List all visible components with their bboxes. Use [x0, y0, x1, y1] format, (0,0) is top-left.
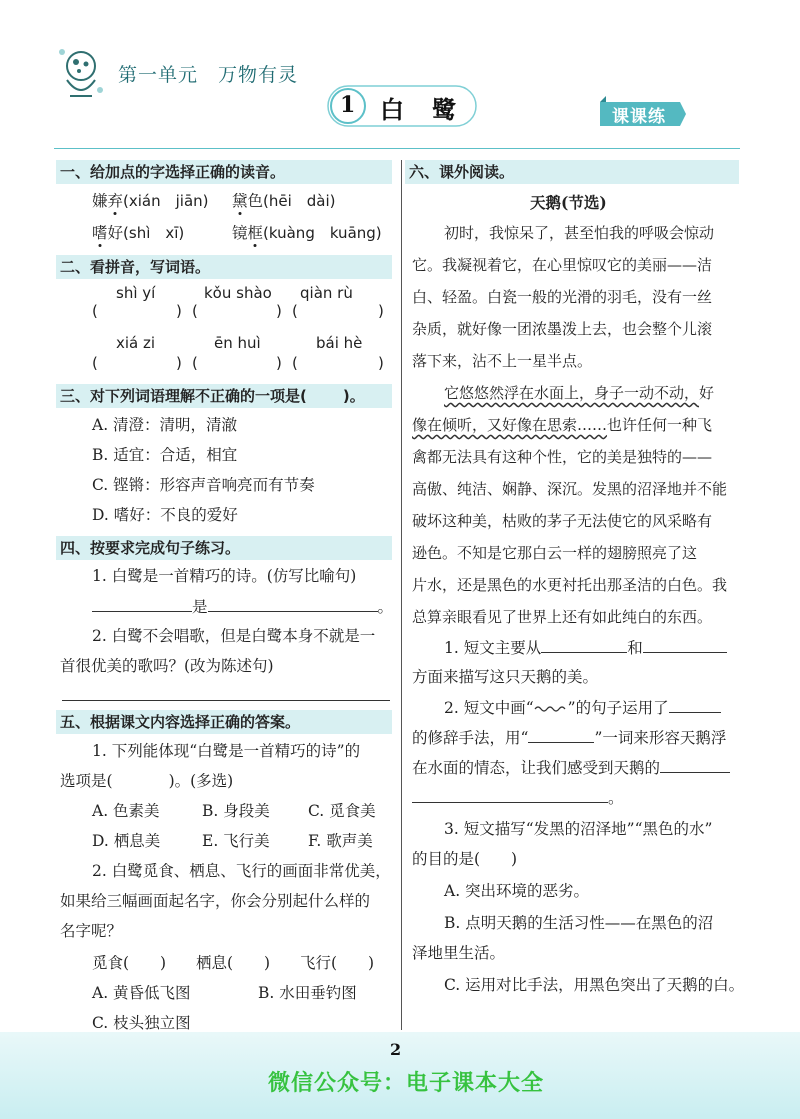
- wavy-underlined-text: 像在倾听，又好像在思索……: [412, 416, 608, 434]
- passage-line: 片水，还是黑色的水更衬托出那圣洁的白色。我: [412, 576, 728, 594]
- lesson-number: 1: [340, 92, 356, 118]
- dotted-char: 嗜: [92, 224, 108, 242]
- q5-2-line1: 2. 白鹭觅食、栖息、飞行的画面非常优美，: [92, 862, 391, 880]
- passage-line: 落下来，沾不上一星半点。: [412, 352, 593, 370]
- section-1-title: 一、给加点的字选择正确的读音。: [56, 160, 392, 184]
- char: 好: [107, 224, 124, 242]
- pinyin-5: ēn huì: [214, 334, 261, 352]
- answer-blank[interactable]: [541, 636, 627, 653]
- option-a: A. 突出环境的恶劣。: [444, 882, 590, 900]
- section-6-title: 六、课外阅读。: [405, 160, 739, 184]
- q-text: ”一词来形容天鹅浮: [594, 729, 727, 747]
- option-b: B. 身段美: [202, 802, 270, 820]
- paren-l: (: [92, 354, 98, 372]
- reading-q3-line1: 3. 短文描写“发黑的沼泽地”“黑色的水”: [444, 820, 713, 838]
- section-3-title-end: )。: [342, 387, 365, 405]
- header-divider: [54, 148, 740, 149]
- option-c: C. 铿锵：形容声音响亮而有节奏: [92, 476, 315, 494]
- sentence-q1-answer: [92, 595, 393, 618]
- watermark: 微信公众号：电子课本大全: [268, 1071, 545, 1096]
- passage-line: 初时，我惊呆了，甚至怕我的呼吸会惊动: [444, 224, 715, 242]
- option-a: A. 黄昏低飞图: [92, 984, 191, 1002]
- passage-line: [412, 414, 712, 435]
- char: 色: [247, 192, 264, 210]
- passage-line: 高傲、纯洁、娴静、深沉。发黑的沼泽地并不能: [412, 480, 728, 498]
- paren-l: (: [292, 354, 298, 372]
- section-3-title-text: 三、对下列词语理解不正确的一项是(: [60, 387, 307, 405]
- q-text: 的修辞手法，用“: [412, 729, 529, 747]
- q-text: 。: [608, 789, 624, 807]
- pronunciation-item-2: [232, 190, 336, 212]
- q-text: 2. 短文中画“: [444, 699, 534, 717]
- pinyin-3: qiàn rù: [300, 284, 353, 302]
- q5-1-line2: [60, 770, 233, 792]
- answer-blank[interactable]: [208, 595, 378, 612]
- passage-line: 白、轻盈。白瓷一般的光滑的羽毛，没有一丝: [412, 288, 713, 306]
- q-text: 1. 短文主要从: [444, 639, 542, 657]
- page-number: 2: [390, 1040, 402, 1059]
- section-5-title: 五、根据课文内容选择正确的答案。: [56, 710, 392, 734]
- q5-2-line2: 如果给三幅画面起名字，你会分别起什么样的: [60, 892, 371, 910]
- paren-r: ): [176, 302, 182, 320]
- answer-line[interactable]: [62, 700, 390, 701]
- paren-r: ): [176, 354, 182, 372]
- q-text: 和: [627, 639, 643, 657]
- passage-text: 好: [699, 384, 715, 402]
- reading-q3-line2: 的目的是( ): [412, 850, 518, 868]
- reading-q2-line2: [412, 726, 726, 749]
- pinyin-1: shì yí: [116, 284, 156, 302]
- option-b: B. 水田垂钓图: [258, 984, 357, 1002]
- lesson-title: 白 鹭: [380, 95, 458, 124]
- practice-tag: 课课练: [612, 107, 666, 127]
- pronunciation-item-3: [92, 222, 184, 244]
- answer-blank[interactable]: [660, 756, 730, 773]
- q5-1-post: )。(多选): [168, 772, 234, 790]
- reading-q1-line2: 方面来描写这只天鹅的美。: [412, 668, 599, 686]
- answer-blank[interactable]: [669, 696, 721, 713]
- passage-line: 它。我凝视着它，在心里惊叹它的美丽——洁: [412, 256, 713, 274]
- reading-q2-line1: [444, 696, 721, 719]
- char: 嫌: [92, 192, 108, 210]
- pinyin-options: (kuàng kuāng): [263, 224, 382, 242]
- passage-line: 杂质，就好像一团浓墨泼上去，也会整个儿滚: [412, 320, 713, 338]
- sentence-q1: 1. 白鹭是一首精巧的诗。(仿写比喻句): [92, 567, 357, 585]
- reading-q2-line4: [412, 786, 624, 809]
- passage-line: 总算亲眼看见了世界上还有如此纯白的东西。: [412, 608, 713, 626]
- answer-blank[interactable]: [92, 595, 192, 612]
- dotted-char: 弃: [107, 192, 124, 210]
- pinyin-options: (hēi dài): [263, 192, 336, 210]
- option-a: A. 清澄：清明，清澈: [92, 416, 238, 434]
- q-text: 在水面的情态，让我们感受到天鹅的: [412, 759, 661, 777]
- option-f: F. 歌声美: [308, 832, 373, 850]
- paren-r: ): [276, 302, 282, 320]
- option-b: B. 点明天鹅的生活习性——在黑色的沼: [444, 914, 714, 932]
- answer-blank[interactable]: [643, 636, 727, 653]
- pinyin-options: (xián jiān): [123, 192, 209, 210]
- answer-mid: 是: [192, 598, 208, 616]
- section-2-title: 二、看拼音，写词语。: [56, 255, 392, 279]
- option-e: E. 飞行美: [202, 832, 270, 850]
- paren-r: ): [276, 354, 282, 372]
- option-c: C. 枝头独立图: [92, 1014, 191, 1032]
- passage-line: 逊色。不知是它那白云一样的翅膀照亮了这: [412, 544, 698, 562]
- option-c: C. 觅食美: [308, 802, 376, 820]
- option-b: B. 适宜：合适，相宜: [92, 446, 238, 464]
- option-d: D. 嗜好：不良的爱好: [92, 506, 238, 524]
- option-d: D. 栖息美: [92, 832, 161, 850]
- section-3-title: [56, 384, 392, 408]
- answer-blank[interactable]: [528, 726, 594, 743]
- wavy-line-icon: [534, 704, 568, 714]
- paren-l: (: [292, 302, 298, 320]
- passage-title: 天鹅(节选): [530, 193, 607, 212]
- column-divider: [401, 160, 402, 1030]
- paren-r: ): [378, 354, 384, 372]
- option-c: C. 运用对比手法，用黑色突出了天鹅的白。: [444, 976, 745, 994]
- passage-text: 也许任何一种飞: [607, 416, 713, 434]
- section-4-title: 四、按要求完成句子练习。: [56, 536, 392, 560]
- pinyin-6: bái hè: [316, 334, 363, 352]
- q5-1-pre: 选项是(: [60, 772, 113, 790]
- pinyin-options: (shì xī): [123, 224, 185, 242]
- unit-title: 第一单元 万物有灵: [118, 64, 299, 86]
- answer-end: 。: [377, 598, 394, 616]
- unit-logo-icon: [52, 40, 110, 106]
- fill-resting: 栖息( ): [196, 954, 271, 972]
- paren-l: (: [92, 302, 98, 320]
- sentence-q2-line2: 首很优美的歌吗？(改为陈述句): [60, 657, 274, 675]
- q-text: ”的句子运用了: [567, 699, 669, 717]
- dotted-char: 黛: [232, 192, 248, 210]
- paren-l: (: [192, 354, 198, 372]
- passage-line: [444, 382, 714, 403]
- reading-q1-line1: [444, 636, 727, 659]
- paren-r: ): [378, 302, 384, 320]
- pronunciation-item-1: [92, 190, 209, 212]
- fill-flying: 飞行( ): [300, 954, 375, 972]
- q5-1-line1: 1. 下列能体现“白鹭是一首精巧的诗”的: [92, 742, 361, 760]
- paren-l: (: [192, 302, 198, 320]
- sentence-q2-line1: 2. 白鹭不会唱歌，但是白鹭本身不就是一: [92, 627, 376, 645]
- pinyin-2: kǒu shào: [204, 284, 272, 302]
- dotted-char: 框: [247, 224, 264, 242]
- q5-2-line3: 名字呢？: [60, 922, 123, 940]
- pronunciation-item-4: [232, 222, 382, 244]
- char: 镜: [232, 224, 248, 242]
- passage-line: 破坏这种美，枯败的茅子无法使它的风采略有: [412, 512, 713, 530]
- pinyin-4: xiá zi: [116, 334, 156, 352]
- passage-line: 禽都无法具有这种个性，它的美是独特的——: [412, 448, 713, 466]
- option-b-cont: 泽地里生活。: [412, 944, 506, 962]
- fill-foraging: 觅食( ): [92, 954, 167, 972]
- wavy-underlined-text: 它悠悠然浮在水面上，身子一动不动，: [444, 384, 700, 402]
- option-a: A. 色素美: [92, 802, 160, 820]
- reading-q2-line3: [412, 756, 730, 779]
- answer-blank[interactable]: [412, 786, 608, 803]
